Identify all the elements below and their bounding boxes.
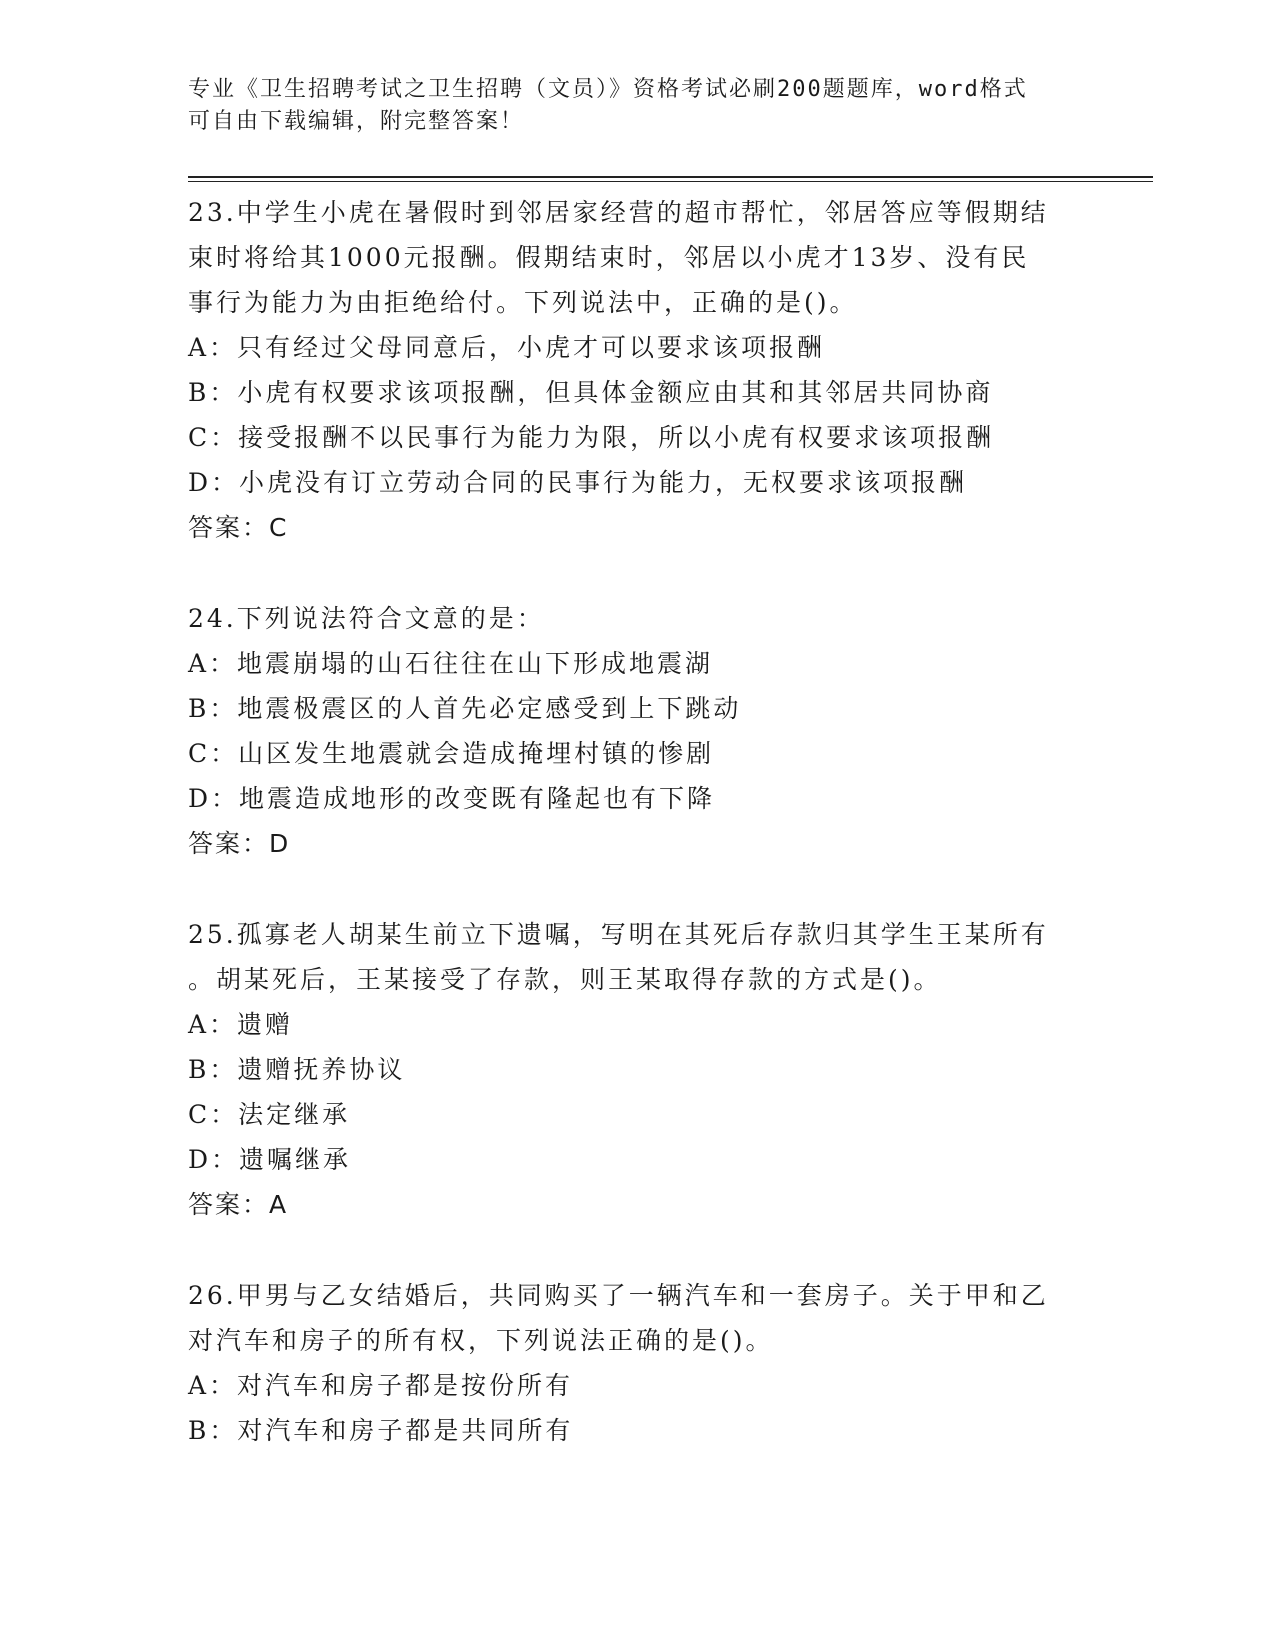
option-b: B：地震极震区的人首先必定感受到上下跳动 bbox=[188, 694, 742, 723]
spacer bbox=[188, 1228, 1088, 1273]
option-b: B：对汽车和房子都是共同所有 bbox=[188, 1416, 574, 1445]
question-text-line: 24.下列说法符合文意的是： bbox=[188, 604, 545, 633]
option-b: B：遗赠抚养协议 bbox=[188, 1055, 406, 1084]
option-a: A：对汽车和房子都是按份所有 bbox=[188, 1371, 574, 1400]
option-c: C：山区发生地震就会造成掩埋村镇的惨剧 bbox=[188, 739, 715, 768]
option-a: A：遗赠 bbox=[188, 1010, 294, 1039]
header-rule-thin bbox=[188, 181, 1153, 182]
spacer bbox=[188, 867, 1088, 912]
option-d: D：地震造成地形的改变既有隆起也有下降 bbox=[188, 784, 716, 813]
answer-line: 答案：C bbox=[188, 513, 289, 542]
option-c: C：接受报酬不以民事行为能力为限，所以小虎有权要求该项报酬 bbox=[188, 423, 995, 452]
header-line-1: 专业《卫生招聘考试之卫生招聘（文员）》资格考试必刷200题题库，word格式 bbox=[188, 77, 1028, 102]
header-line-2: 可自由下载编辑，附完整答案！ bbox=[188, 109, 525, 134]
question-text-line: 25.孤寡老人胡某生前立下遗嘱，写明在其死后存款归其学生王某所有 bbox=[188, 920, 1049, 949]
question-text-line: 。胡某死后，王某接受了存款，则王某取得存款的方式是()。 bbox=[188, 965, 942, 994]
option-d: D：遗嘱继承 bbox=[188, 1145, 352, 1174]
question-24 bbox=[188, 596, 1088, 867]
question-text-line: 23.中学生小虎在暑假时到邻居家经营的超市帮忙，邻居答应等假期结 bbox=[188, 198, 1049, 227]
spacer bbox=[188, 551, 1088, 596]
answer-line: 答案：D bbox=[188, 829, 291, 858]
question-25 bbox=[188, 912, 1088, 1228]
answer-line: 答案：A bbox=[188, 1190, 289, 1219]
option-d: D：小虎没有订立劳动合同的民事行为能力，无权要求该项报酬 bbox=[188, 468, 968, 497]
question-text-line: 事行为能力为由拒绝给付。下列说法中，正确的是()。 bbox=[188, 288, 858, 317]
question-26 bbox=[188, 1273, 1088, 1453]
option-a: A：只有经过父母同意后，小虎才可以要求该项报酬 bbox=[188, 333, 826, 362]
question-text-line: 束时将给其1000元报酬。假期结束时，邻居以小虎才13岁、没有民 bbox=[188, 243, 1030, 272]
option-b: B：小虎有权要求该项报酬，但具体金额应由其和其邻居共同协商 bbox=[188, 378, 994, 407]
option-a: A：地震崩塌的山石往往在山下形成地震湖 bbox=[188, 649, 714, 678]
question-text-line: 对汽车和房子的所有权，下列说法正确的是()。 bbox=[188, 1326, 774, 1355]
document-header bbox=[188, 74, 1068, 138]
option-c: C：法定继承 bbox=[188, 1100, 351, 1129]
question-list bbox=[188, 190, 1088, 1453]
header-rule-thick bbox=[188, 176, 1153, 178]
question-text-line: 26.甲男与乙女结婚后，共同购买了一辆汽车和一套房子。关于甲和乙 bbox=[188, 1281, 1049, 1310]
question-23 bbox=[188, 190, 1088, 551]
